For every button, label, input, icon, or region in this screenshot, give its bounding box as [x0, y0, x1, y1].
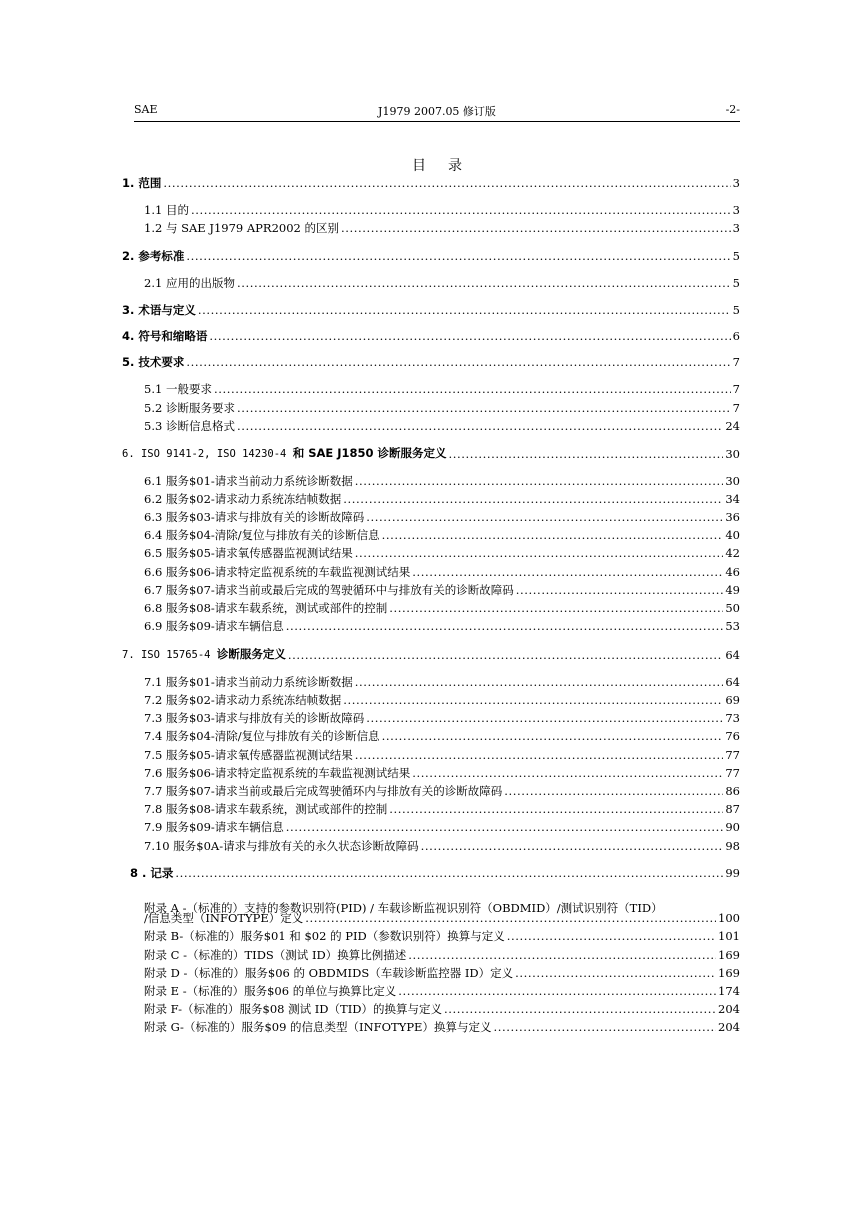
toc-entry-label	[122, 646, 286, 664]
toc-entry[interactable]	[144, 527, 740, 544]
toc-page-number: 3	[732, 221, 740, 235]
toc-page-number: 53	[725, 619, 740, 633]
toc-leader-dots	[421, 838, 724, 855]
toc-entry-label: /信息类型（INFOTYPE）定义	[144, 911, 304, 925]
toc-page-number: 42	[725, 546, 740, 560]
toc-entry[interactable]	[144, 545, 740, 562]
toc-entry[interactable]	[144, 220, 740, 237]
toc-entry[interactable]	[144, 947, 740, 964]
toc-leader-dots	[355, 747, 724, 764]
toc-page-number: 5	[732, 303, 740, 317]
toc-entry-label: 附录 G-（标准的）服务$09 的信息类型（INFOTYPE）换算与定义	[144, 1020, 492, 1034]
toc-entry-label: 8 . 记录	[130, 866, 174, 880]
toc-entry[interactable]	[144, 418, 740, 435]
toc-page-number: 7	[732, 382, 740, 396]
toc-page-number: 50	[725, 601, 740, 615]
toc-leader-dots	[288, 647, 724, 664]
toc-leader-dots	[515, 965, 716, 982]
toc-leader-dots	[355, 473, 724, 490]
toc-page-number: 64	[725, 648, 740, 662]
toc-entry-label: 附录 F-（标准的）服务$08 测试 ID（TID）的换算与定义	[144, 1002, 442, 1016]
toc-leader-dots	[237, 275, 731, 292]
page-header	[134, 103, 740, 122]
toc-page-number: 169	[718, 966, 740, 980]
toc-page-number: 73	[725, 711, 740, 725]
toc-leader-dots	[237, 418, 723, 435]
toc-entry[interactable]	[144, 1019, 740, 1036]
toc-leader-dots	[355, 674, 724, 691]
toc-entry-label: 6.6 服务$06-请求特定监视系统的车载监视测试结果	[144, 565, 411, 579]
header-right: -2-	[725, 103, 740, 116]
toc-entry[interactable]	[144, 928, 740, 945]
toc-leader-dots	[343, 491, 723, 508]
toc-entry[interactable]	[144, 783, 740, 800]
toc-page-number: 204	[718, 1002, 740, 1016]
toc-entry-label: 5. 技术要求	[122, 355, 185, 369]
toc-entry[interactable]	[144, 582, 740, 599]
toc-page-number: 30	[725, 474, 740, 488]
toc-entry-label: 7.1 服务$01-请求当前动力系统诊断数据	[144, 675, 353, 689]
toc-entry[interactable]	[144, 381, 740, 398]
toc-page-number: 36	[725, 510, 740, 524]
toc-leader-dots	[237, 400, 731, 417]
toc-page-number: 101	[718, 929, 740, 943]
toc-entry[interactable]	[144, 983, 740, 1000]
toc-entry-label-prefix: 7. ISO 15765-4	[122, 649, 217, 661]
toc-page-number: 6	[732, 329, 740, 343]
toc-leader-dots	[366, 509, 723, 526]
toc-page-number: 77	[725, 748, 740, 762]
toc-entry-label: 7.8 服务$08-请求车载系统，测试或部件的控制	[144, 802, 388, 816]
toc-entry-label: 7.10 服务$0A-请求与排放有关的永久状态诊断故障码	[144, 839, 419, 853]
toc-leader-dots	[186, 354, 730, 371]
toc-page-number: 99	[725, 866, 740, 880]
toc-entry[interactable]	[144, 400, 740, 417]
toc-entry-label: 5.3 诊断信息格式	[144, 419, 235, 433]
toc-leader-dots	[444, 1001, 716, 1018]
toc-entry-label: 6.9 服务$09-请求车辆信息	[144, 619, 284, 633]
toc-entry[interactable]	[144, 710, 740, 727]
toc-page-number: 204	[718, 1020, 740, 1034]
toc-page-number: 46	[725, 565, 740, 579]
toc-page-number: 49	[725, 583, 740, 597]
toc-entry-label: 7.3 服务$03-请求与排放有关的诊断故障码	[144, 711, 365, 725]
toc-page-number: 174	[718, 984, 740, 998]
toc-entry-label: 6.3 服务$03-请求与排放有关的诊断故障码	[144, 510, 365, 524]
toc-leader-dots	[366, 710, 723, 727]
toc-entry[interactable]	[144, 838, 740, 855]
toc-title: 目录	[412, 158, 484, 174]
toc-entry-label-prefix: 6. ISO 9141-2, ISO 14230-4	[122, 448, 293, 460]
toc-entry[interactable]	[122, 328, 740, 345]
toc-leader-dots	[382, 527, 724, 544]
toc-entry-label: 2. 参考标准	[122, 249, 185, 263]
toc-entry-label: 7.7 服务$07-请求当前或最后完成驾驶循环内与排放有关的诊断故障码	[144, 784, 503, 798]
toc-entry-label: 附录 E -（标准的）服务$06 的单位与换算比定义	[144, 984, 397, 998]
toc-entry-label: 7.6 服务$06-请求特定监视系统的车载监视测试结果	[144, 766, 411, 780]
toc-entry[interactable]	[122, 446, 740, 463]
toc-entry-label: 6.4 服务$04-清除/复位与排放有关的诊断信息	[144, 528, 380, 542]
toc-leader-dots	[507, 928, 716, 945]
toc-leader-dots	[382, 728, 724, 745]
toc-page-number: 64	[725, 675, 740, 689]
toc-entry-label: 6.5 服务$05-请求氧传感器监视测试结果	[144, 546, 353, 560]
appendix-a-first-line: 附录 A -（标准的）支持的参数识别符(PID) / 车载诊断监视识别符（OBDMID）/测试识别符（TID）	[144, 901, 663, 915]
toc-entry-label: 4. 符号和缩略语	[122, 329, 208, 343]
toc-entry[interactable]	[122, 302, 740, 319]
toc-page-number: 169	[718, 948, 740, 962]
toc-page-number: 3	[732, 176, 740, 190]
toc-leader-dots	[504, 783, 723, 800]
toc-entry[interactable]	[144, 765, 740, 782]
toc-entry-label: 7.4 服务$04-清除/复位与排放有关的诊断信息	[144, 729, 380, 743]
toc-entry[interactable]	[144, 1001, 740, 1018]
toc-entry-label: 7.2 服务$02-请求动力系统冻结帧数据	[144, 693, 342, 707]
toc-entry[interactable]	[144, 618, 740, 635]
toc-leader-dots	[516, 582, 724, 599]
toc-entry-label: 7.9 服务$09-请求车辆信息	[144, 820, 284, 834]
toc-page-number: 100	[718, 911, 740, 925]
toc-leader-dots	[343, 692, 723, 709]
toc-entry[interactable]	[144, 202, 740, 219]
toc-page-number: 77	[725, 766, 740, 780]
toc-entry[interactable]	[144, 674, 740, 691]
header-left: SAE	[134, 103, 158, 116]
toc-leader-dots	[389, 801, 723, 818]
toc-entry[interactable]	[130, 865, 740, 882]
toc-leader-dots	[341, 220, 731, 237]
toc-page-number: 3	[732, 203, 740, 217]
toc-leader-dots	[449, 446, 724, 463]
toc-entry-label: 5.2 诊断服务要求	[144, 401, 235, 415]
toc-page-number: 40	[725, 528, 740, 542]
toc-page-number: 5	[732, 276, 740, 290]
toc-entry[interactable]	[122, 354, 740, 371]
toc-page-number: 5	[732, 249, 740, 263]
toc-entry-label-bold: 诊断服务定义	[216, 647, 286, 661]
toc-page-number: 86	[725, 784, 740, 798]
toc-leader-dots	[175, 865, 723, 882]
toc-page-number: 76	[725, 729, 740, 743]
toc-entry-label	[122, 445, 447, 463]
toc-leader-dots	[389, 600, 723, 617]
toc-page-number: 30	[725, 447, 740, 461]
toc-entry[interactable]	[144, 509, 740, 526]
toc-entry-label: 6.7 服务$07-请求当前或最后完成的驾驶循环中与排放有关的诊断故障码	[144, 583, 514, 597]
toc-leader-dots	[355, 545, 724, 562]
toc-entry-label: 6.8 服务$08-请求车载系统，测试或部件的控制	[144, 601, 388, 615]
toc-page-number: 7	[732, 401, 740, 415]
toc-leader-dots	[286, 618, 724, 635]
toc-entry[interactable]	[122, 248, 740, 265]
toc-entry-label-bold: 和 SAE J1850 诊断服务定义	[292, 446, 447, 460]
toc-page-number: 90	[725, 820, 740, 834]
toc-entry[interactable]	[144, 564, 740, 581]
toc-leader-dots	[214, 381, 731, 398]
toc-leader-dots	[191, 202, 731, 219]
toc-page-number: 34	[725, 492, 740, 506]
toc-page-number: 24	[725, 419, 740, 433]
header-center: J1979 2007.05 修订版	[378, 105, 496, 118]
toc-entry[interactable]	[144, 819, 740, 836]
toc-entry[interactable]	[144, 491, 740, 508]
toc-leader-dots	[198, 302, 731, 319]
toc-page-number: 98	[725, 839, 740, 853]
toc-entry-label: 7.5 服务$05-请求氧传感器监视测试结果	[144, 748, 353, 762]
toc-leader-dots	[286, 819, 724, 836]
toc-leader-dots	[493, 1019, 716, 1036]
toc-page-number: 69	[725, 693, 740, 707]
toc-entry-label: 6.1 服务$01-请求当前动力系统诊断数据	[144, 474, 353, 488]
toc-entry-label: 附录 B-（标准的）服务$01 和 $02 的 PID（参数识别符）换算与定义	[144, 929, 505, 943]
toc-entry[interactable]	[144, 965, 740, 982]
toc-entry-label: 1. 范围	[122, 176, 162, 190]
toc-entry-label: 1.1 目的	[144, 203, 189, 217]
toc-leader-dots	[163, 175, 730, 192]
toc-entry[interactable]	[144, 473, 740, 490]
toc-entry-label: 附录 D -（标准的）服务$06 的 OBDMIDS（车载诊断监控器 ID）定义	[144, 966, 514, 980]
toc-entry[interactable]	[122, 175, 740, 192]
toc-entry[interactable]	[144, 801, 740, 818]
toc-entry[interactable]	[144, 275, 740, 292]
toc-leader-dots	[408, 947, 716, 964]
toc-entry[interactable]	[144, 692, 740, 709]
toc-leader-dots	[398, 983, 716, 1000]
toc-entry-label: 6.2 服务$02-请求动力系统冻结帧数据	[144, 492, 342, 506]
toc-page-number: 7	[732, 355, 740, 369]
toc-entry-label: 3. 术语与定义	[122, 303, 196, 317]
toc-entry-label: 2.1 应用的出版物	[144, 276, 235, 290]
toc-entry[interactable]	[144, 747, 740, 764]
toc-page-number: 87	[725, 802, 740, 816]
toc-entry[interactable]	[122, 647, 740, 664]
toc-entry-label: 1.2 与 SAE J1979 APR2002 的区别	[144, 221, 339, 235]
toc-entry[interactable]	[144, 728, 740, 745]
toc-leader-dots	[209, 328, 730, 345]
toc-leader-dots	[412, 564, 723, 581]
toc-entry[interactable]	[144, 600, 740, 617]
toc-entry-label: 附录 C -（标准的）TIDS（测试 ID）换算比例描述	[144, 948, 407, 962]
toc-leader-dots	[186, 248, 730, 265]
toc-leader-dots	[412, 765, 723, 782]
toc-entry-label: 5.1 一般要求	[144, 382, 212, 396]
